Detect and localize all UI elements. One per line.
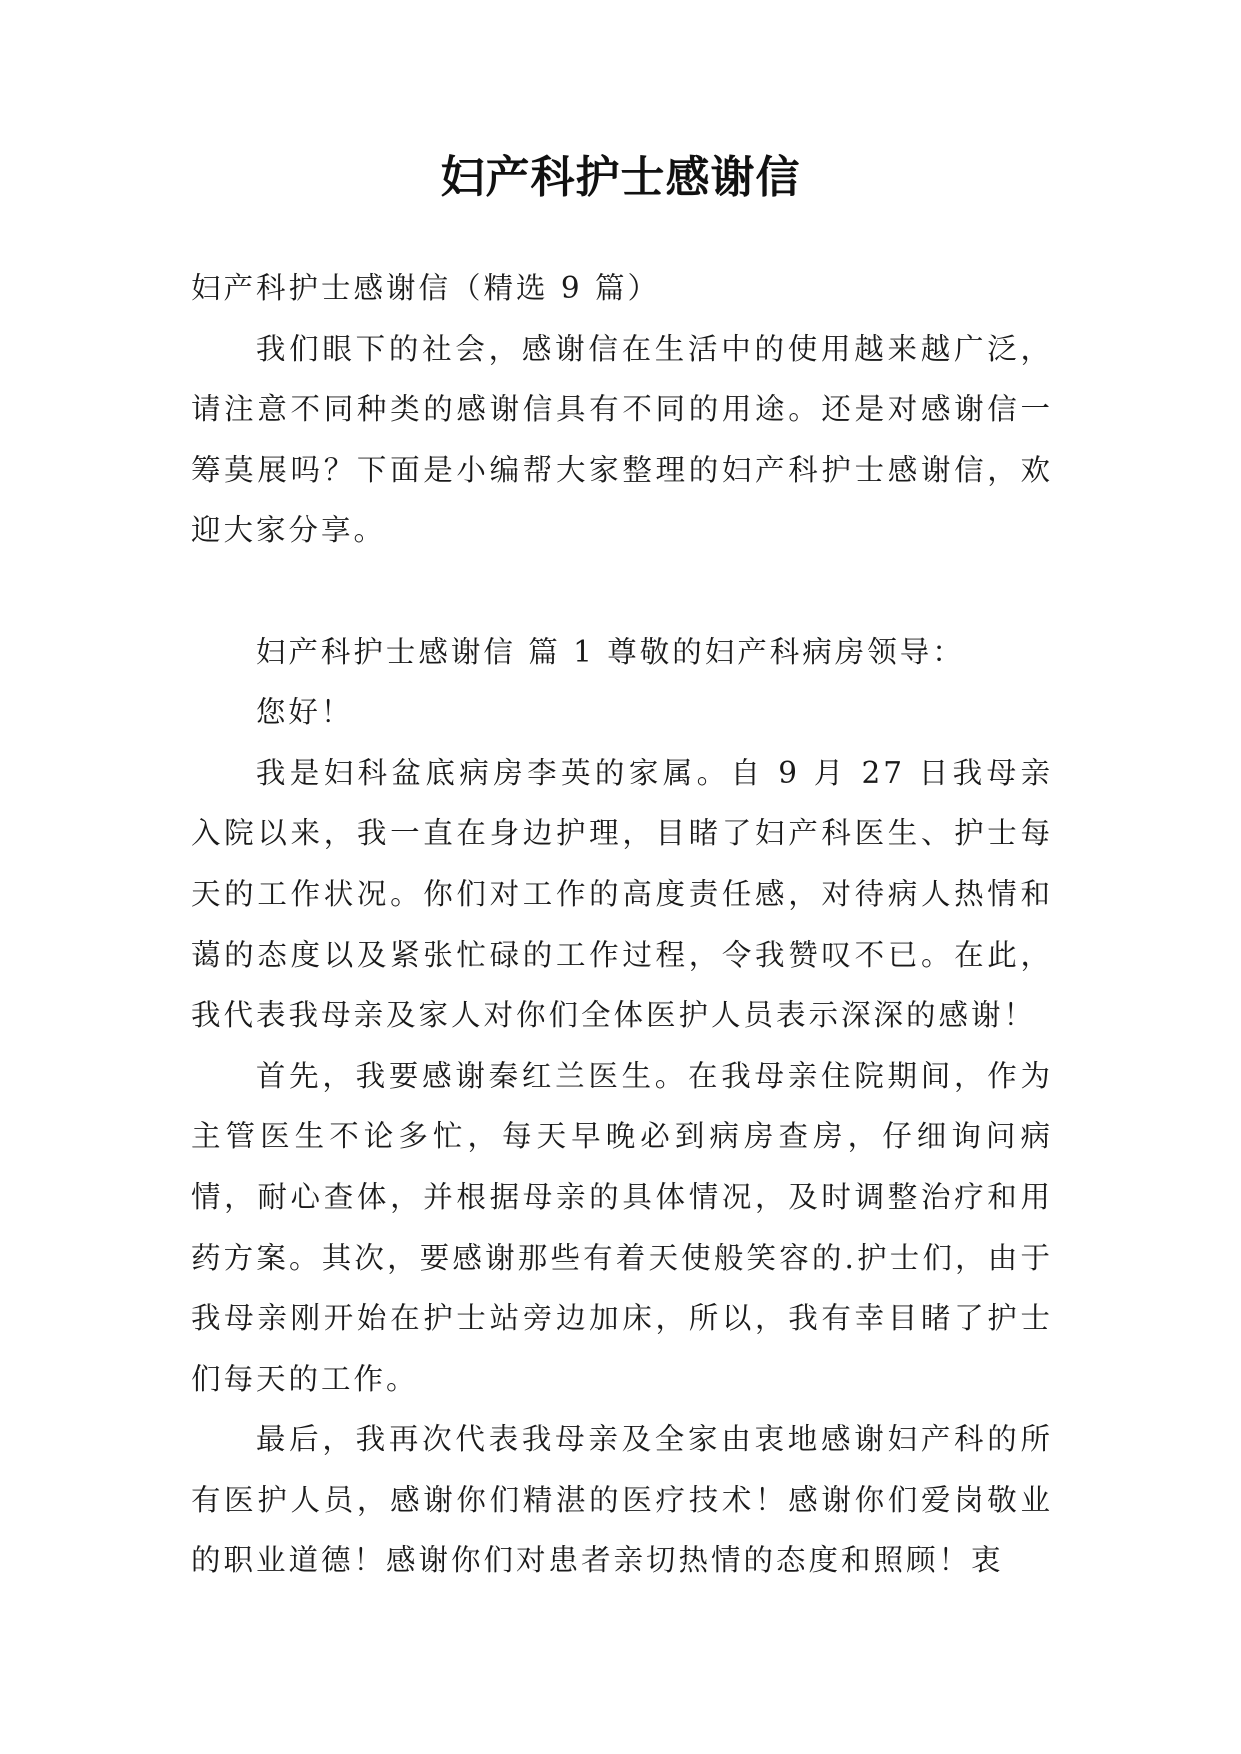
document-body [191,258,1053,1591]
document-title: 妇产科护士感谢信 [440,152,801,203]
paragraph-spacer [191,561,1053,622]
greeting: 您好！ [255,695,354,730]
body-paragraph: 最后，我再次代表我母亲及全家由衷地感谢妇产科的所有医护人员，感谢你们精湛的医疗技术！感谢你们爱岗敬业的职业道德！感谢你们对患者亲切热情的态度和照顾！衷 [191,1422,1053,1578]
body-paragraph: 我是妇科盆底病房李英的家属。自 9 月 27 日我母亲入院以来，我一直在身边护理，目睹了妇产科医生、护士每天的工作状况。你们对工作的高度责任感，对待病人热情和蔼的态度以及紧张忙碌的工作过程，令我赞叹不已。在此，我代表我母亲及家人对你们全体医护人员表示深深的感谢！ [191,755,1053,1033]
intro-paragraph: 我们眼下的社会，感谢信在生活中的使用越来越广泛，请注意不同种类的感谢信具有不同的用途。还是对感谢信一筹莫展吗？下面是小编帮大家整理的妇产科护士感谢信，欢迎大家分享。 [191,331,1053,548]
section-heading: 妇产科护士感谢信 篇 1 尊敬的妇产科病房领导： [255,634,965,669]
body-paragraph: 首先，我要感谢秦红兰医生。在我母亲住院期间，作为主管医生不论多忙，每天早晚必到病房查房，仔细询问病情，耐心查体，并根据母亲的具体情况，及时调整治疗和用药方案。其次，要感谢那些有着天使般笑容的.护士们，由于我母亲刚开始在护士站旁边加床，所以，我有幸目睹了护士们每天的工作。 [191,1058,1053,1396]
document-subtitle: 妇产科护士感谢信（精选 9 篇） [191,271,661,305]
